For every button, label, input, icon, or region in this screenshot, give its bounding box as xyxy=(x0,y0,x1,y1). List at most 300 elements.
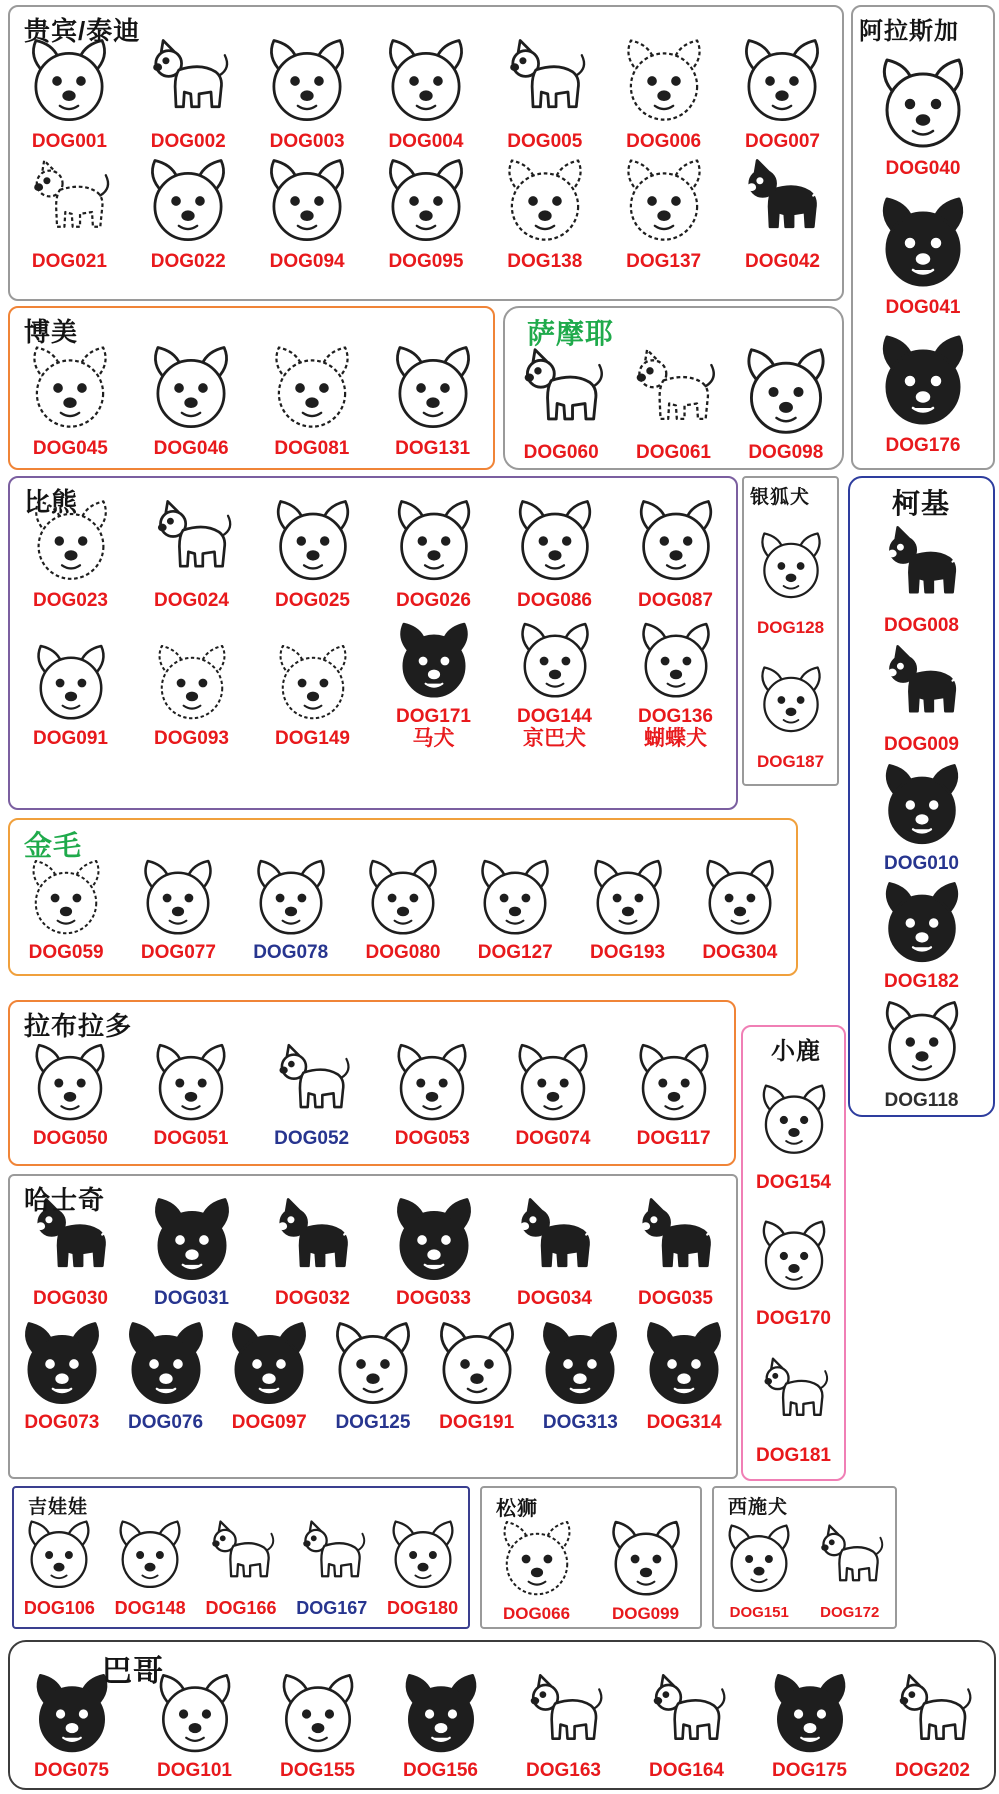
section-title: 萨摩耶 xyxy=(527,318,615,349)
dog-id-label: DOG304 xyxy=(702,942,778,963)
dog-id-label: DOG035 xyxy=(638,1288,713,1309)
dog-id-label: DOG074 xyxy=(515,1128,591,1149)
dog-illustration-icon xyxy=(471,856,559,940)
dog-id-label: DOG004 xyxy=(388,131,464,152)
section-chow-chow xyxy=(480,1486,702,1629)
dog-id-label: DOG175 xyxy=(772,1760,847,1781)
dog-entry xyxy=(268,494,358,612)
dog-entry xyxy=(510,494,600,612)
dog-illustration-icon xyxy=(23,153,115,249)
dog-entry xyxy=(267,1194,359,1310)
dog-illustration-icon xyxy=(513,344,609,440)
dog-id-label: DOG086 xyxy=(517,590,592,611)
section-title: 博美 xyxy=(24,317,79,347)
section-pug xyxy=(8,1640,996,1790)
dog-illustration-icon xyxy=(877,640,967,732)
dog-entry xyxy=(25,1040,115,1150)
dog-id-label: DOG182 xyxy=(884,971,959,993)
dog-entry xyxy=(22,856,110,964)
dog-entry xyxy=(23,153,115,273)
dog-illustration-icon xyxy=(877,521,967,613)
dog-entry xyxy=(261,33,353,153)
dog-id-label: DOG078 xyxy=(253,942,329,963)
dog-id-label: DOG008 xyxy=(884,614,959,636)
dog-entry xyxy=(630,1194,722,1310)
dog-entry xyxy=(387,340,479,460)
section-shih-tzu xyxy=(712,1486,897,1629)
dog-illustration-icon xyxy=(380,153,472,249)
dog-entry xyxy=(380,33,472,153)
dog-id-label: DOG118 xyxy=(884,1090,959,1112)
section-title: 阿拉斯加 xyxy=(859,18,959,45)
dog-entry xyxy=(755,1343,833,1467)
dog-id-label: DOG009 xyxy=(884,733,959,755)
dog-row xyxy=(10,153,842,273)
dog-id-label: DOG154 xyxy=(756,1171,831,1193)
dog-entry xyxy=(112,1514,188,1619)
dog-illustration-icon xyxy=(873,191,973,295)
dog-entry xyxy=(223,1318,315,1434)
dog-entry xyxy=(629,1040,719,1150)
dog-id-label: DOG180 xyxy=(387,1598,459,1618)
dog-id-label: DOG125 xyxy=(335,1411,411,1433)
dog-entry xyxy=(736,33,828,153)
dog-entry xyxy=(267,1040,357,1150)
dog-id-label: DOG127 xyxy=(477,942,553,963)
dog-id-label: DOG164 xyxy=(649,1760,724,1781)
dog-entry xyxy=(388,1194,480,1310)
dog-id-label: DOG010 xyxy=(884,852,959,874)
dog-illustration-icon xyxy=(765,1670,855,1758)
dog-illustration-icon xyxy=(267,1040,357,1126)
dog-illustration-icon xyxy=(618,153,710,249)
dog-breed-sublabel: 马犬 xyxy=(412,726,455,750)
dog-entry xyxy=(873,329,973,457)
dog-entry xyxy=(327,1318,419,1434)
dog-id-label: DOG171 xyxy=(396,705,471,727)
dog-id-label: DOG148 xyxy=(114,1598,186,1618)
dog-entry xyxy=(266,340,358,460)
dog-id-label: DOG176 xyxy=(885,435,961,457)
dog-id-label: DOG137 xyxy=(626,250,702,272)
dog-id-label: DOG193 xyxy=(590,942,666,963)
dog-illustration-icon xyxy=(247,856,335,940)
dog-illustration-icon xyxy=(510,494,600,588)
dog-entry xyxy=(873,191,973,319)
dog-id-label: DOG022 xyxy=(150,250,226,272)
dog-id-label: DOG003 xyxy=(269,131,345,152)
dog-illustration-icon xyxy=(273,1670,363,1758)
dog-id-label: DOG151 xyxy=(729,1604,789,1621)
dog-illustration-icon xyxy=(812,1516,888,1602)
dog-id-label: DOG314 xyxy=(646,1411,722,1433)
dog-entry xyxy=(387,1040,477,1150)
dog-id-label: DOG001 xyxy=(31,131,107,152)
dog-entry xyxy=(631,494,721,612)
dog-entry xyxy=(431,1318,523,1434)
dog-id-label: DOG166 xyxy=(205,1598,277,1618)
dog-entry xyxy=(396,1670,486,1782)
dog-row xyxy=(10,856,796,964)
dog-illustration-icon xyxy=(584,856,672,940)
section-title: 比熊 xyxy=(24,487,79,517)
dog-illustration-icon xyxy=(873,329,973,433)
dog-entry xyxy=(888,1670,978,1782)
dog-entry xyxy=(471,856,559,964)
section-title: 拉布拉多 xyxy=(24,1011,133,1041)
dog-row xyxy=(10,494,736,612)
dog-entry xyxy=(754,516,828,638)
dog-illustration-icon xyxy=(873,52,973,156)
dog-entry xyxy=(625,344,721,464)
dog-illustration-icon xyxy=(604,1516,688,1602)
dog-entry xyxy=(812,1516,888,1621)
dog-id-label: DOG163 xyxy=(526,1760,601,1781)
dog-illustration-icon xyxy=(16,1318,108,1410)
dog-illustration-icon xyxy=(142,33,234,129)
dog-illustration-icon xyxy=(380,33,472,129)
dog-id-label: DOG080 xyxy=(365,942,441,963)
dog-entry xyxy=(877,759,967,875)
dog-illustration-icon xyxy=(389,494,479,588)
dog-id-label: DOG046 xyxy=(153,438,229,459)
dog-illustration-icon xyxy=(755,1070,833,1170)
dog-illustration-icon xyxy=(509,1194,601,1286)
dog-row xyxy=(505,344,842,464)
dog-row xyxy=(10,1040,734,1150)
section-bichon xyxy=(8,476,738,810)
dog-illustration-icon xyxy=(261,33,353,129)
dog-id-label: DOG136 xyxy=(638,705,713,727)
dog-illustration-icon xyxy=(24,340,116,436)
dog-entry xyxy=(150,640,234,750)
dog-entry xyxy=(499,153,591,273)
dog-entry xyxy=(738,344,834,464)
dog-entry xyxy=(877,996,967,1112)
dog-illustration-icon xyxy=(387,1040,477,1126)
dog-entry xyxy=(273,1670,363,1782)
section-title: 哈士奇 xyxy=(24,1185,106,1215)
dog-entry xyxy=(642,1670,732,1782)
dog-illustration-icon xyxy=(519,1670,609,1758)
dog-entry xyxy=(380,153,472,273)
dog-illustration-icon xyxy=(736,33,828,129)
dog-illustration-icon xyxy=(146,1040,236,1126)
dog-entry xyxy=(499,33,591,153)
dog-entry xyxy=(755,1070,833,1194)
dog-illustration-icon xyxy=(25,1040,115,1126)
dog-entry xyxy=(392,618,476,750)
dog-row xyxy=(10,33,842,153)
dog-entry xyxy=(23,33,115,153)
dog-illustration-icon xyxy=(738,344,834,440)
dog-breed-sublabel: 京巴犬 xyxy=(523,726,586,750)
dog-id-label: DOG087 xyxy=(638,590,713,611)
section-silver-fox-dog xyxy=(742,476,839,786)
dog-entry xyxy=(519,1670,609,1782)
dog-entry xyxy=(24,340,116,460)
dog-illustration-icon xyxy=(755,1343,833,1443)
dog-id-label: DOG007 xyxy=(744,131,820,152)
dog-id-label: DOG032 xyxy=(275,1288,350,1309)
dog-entry xyxy=(29,640,113,750)
dog-illustration-icon xyxy=(396,1670,486,1758)
dog-illustration-icon xyxy=(754,516,828,616)
dog-id-label: DOG031 xyxy=(154,1288,229,1309)
dog-id-label: DOG081 xyxy=(274,438,350,459)
dog-entry xyxy=(21,1514,97,1619)
dog-illustration-icon xyxy=(495,1516,579,1602)
dog-id-label: DOG024 xyxy=(154,590,229,611)
dog-entry xyxy=(584,856,672,964)
dog-illustration-icon xyxy=(625,344,721,440)
dog-entry xyxy=(203,1514,279,1619)
dog-id-label: DOG006 xyxy=(626,131,702,152)
dog-id-label: DOG106 xyxy=(23,1598,95,1618)
dog-id-label: DOG073 xyxy=(24,1411,100,1433)
section-title: 吉娃娃 xyxy=(28,1497,89,1518)
dog-id-label: DOG117 xyxy=(636,1128,711,1149)
dog-entry xyxy=(754,650,828,772)
dog-entry xyxy=(509,1194,601,1310)
dog-id-label: DOG094 xyxy=(269,250,345,272)
section-title: 巴哥 xyxy=(102,1655,164,1688)
dog-entry xyxy=(134,856,222,964)
dog-entry xyxy=(145,340,237,460)
section-title: 小鹿 xyxy=(771,1038,821,1065)
section-title: 西施犬 xyxy=(728,1497,789,1518)
dog-illustration-icon xyxy=(877,996,967,1088)
dog-id-label: DOG034 xyxy=(517,1288,592,1309)
dog-row xyxy=(10,1318,736,1434)
dog-entry xyxy=(16,1318,108,1434)
dog-id-label: DOG033 xyxy=(396,1288,471,1309)
dog-illustration-icon xyxy=(142,153,234,249)
dog-id-label: DOG026 xyxy=(396,590,471,611)
dog-illustration-icon xyxy=(721,1516,797,1602)
dog-id-label: DOG172 xyxy=(820,1604,880,1621)
dog-id-label: DOG030 xyxy=(33,1288,108,1309)
dog-id-label: DOG045 xyxy=(32,438,108,459)
dog-row xyxy=(10,1194,736,1310)
dog-id-label: DOG091 xyxy=(33,727,108,749)
dog-breed-sublabel: 蝴蝶犬 xyxy=(644,726,707,750)
dog-illustration-icon xyxy=(388,1194,480,1286)
dog-entry xyxy=(634,618,718,750)
dog-illustration-icon xyxy=(147,494,237,588)
dog-illustration-icon xyxy=(271,640,355,726)
dog-id-label: DOG023 xyxy=(33,590,108,611)
dog-entry xyxy=(736,153,828,273)
dog-illustration-icon xyxy=(359,856,447,940)
dog-illustration-icon xyxy=(29,640,113,726)
dog-id-label: DOG060 xyxy=(523,442,599,463)
dog-illustration-icon xyxy=(877,759,967,851)
section-corgi xyxy=(848,476,995,1117)
dog-illustration-icon xyxy=(22,856,110,940)
dog-column xyxy=(744,478,837,784)
dog-illustration-icon xyxy=(642,1670,732,1758)
dog-illustration-icon xyxy=(631,494,721,588)
dog-illustration-icon xyxy=(266,340,358,436)
dog-column xyxy=(743,1027,844,1479)
dog-id-label: DOG167 xyxy=(296,1598,368,1618)
dog-id-label: DOG076 xyxy=(128,1411,204,1433)
dog-illustration-icon xyxy=(431,1318,523,1410)
dog-entry xyxy=(877,640,967,756)
dog-illustration-icon xyxy=(499,33,591,129)
dog-illustration-icon xyxy=(387,340,479,436)
dog-entry xyxy=(508,1040,598,1150)
dog-entry xyxy=(513,618,597,750)
dog-column xyxy=(853,7,993,468)
dog-illustration-icon xyxy=(696,856,784,940)
dog-id-label: DOG050 xyxy=(32,1128,108,1149)
dog-id-label: DOG005 xyxy=(507,131,583,152)
dog-id-label: DOG131 xyxy=(395,438,471,459)
dog-illustration-icon xyxy=(145,340,237,436)
dog-entry xyxy=(604,1516,688,1624)
dog-illustration-icon xyxy=(150,640,234,726)
dog-id-label: DOG098 xyxy=(748,442,824,463)
dog-entry xyxy=(120,1318,212,1434)
dog-illustration-icon xyxy=(134,856,222,940)
dog-row xyxy=(10,618,736,750)
dog-entry xyxy=(873,52,973,180)
section-alaskan-malamute xyxy=(851,5,995,470)
dog-entry xyxy=(359,856,447,964)
section-samoyed xyxy=(503,306,844,470)
dog-id-label: DOG041 xyxy=(885,296,961,318)
dog-entry xyxy=(495,1516,579,1624)
dog-id-label: DOG059 xyxy=(28,942,104,963)
dog-illustration-icon xyxy=(630,1194,722,1286)
dog-illustration-icon xyxy=(268,494,358,588)
dog-id-label: DOG025 xyxy=(275,590,350,611)
section-chihuahua xyxy=(12,1486,470,1629)
dog-illustration-icon xyxy=(203,1514,279,1596)
dog-illustration-icon xyxy=(638,1318,730,1410)
dog-id-label: DOG097 xyxy=(231,1411,307,1433)
section-pomeranian xyxy=(8,306,495,470)
dog-id-label: DOG181 xyxy=(756,1444,831,1466)
dog-illustration-icon xyxy=(120,1318,212,1410)
dog-entry xyxy=(877,521,967,637)
dog-illustration-icon xyxy=(146,1194,238,1286)
dog-id-label: DOG099 xyxy=(611,1604,680,1623)
dog-row xyxy=(10,340,493,460)
section-husky xyxy=(8,1174,738,1479)
dog-row xyxy=(714,1516,895,1621)
dog-id-label: DOG187 xyxy=(756,752,825,772)
dog-illustration-icon xyxy=(385,1514,461,1596)
dog-id-label: DOG002 xyxy=(150,131,226,152)
dog-id-label: DOG077 xyxy=(140,942,216,963)
dog-entry xyxy=(294,1514,370,1619)
dog-entry xyxy=(534,1318,626,1434)
dog-id-label: DOG040 xyxy=(885,157,961,179)
dog-entry xyxy=(638,1318,730,1434)
dog-id-label: DOG021 xyxy=(31,250,107,272)
dog-row xyxy=(482,1516,700,1624)
dog-entry xyxy=(385,1514,461,1619)
dog-entry xyxy=(765,1670,855,1782)
dog-id-label: DOG061 xyxy=(635,442,711,463)
dog-entry xyxy=(755,1206,833,1330)
dog-entry xyxy=(696,856,784,964)
dog-illustration-icon xyxy=(534,1318,626,1410)
dog-illustration-icon xyxy=(21,1514,97,1596)
section-golden-retriever xyxy=(8,818,798,976)
dog-id-label: DOG093 xyxy=(154,727,229,749)
dog-illustration-icon xyxy=(513,618,597,704)
dog-id-label: DOG170 xyxy=(756,1308,831,1330)
section-title: 银狐犬 xyxy=(750,487,811,508)
dog-entry xyxy=(142,33,234,153)
dog-illustration-icon xyxy=(736,153,828,249)
dog-id-label: DOG066 xyxy=(502,1604,571,1623)
dog-id-label: DOG053 xyxy=(394,1128,470,1149)
dog-entry xyxy=(618,33,710,153)
dog-id-label: DOG075 xyxy=(34,1760,109,1781)
dog-illustration-icon xyxy=(261,153,353,249)
dog-row xyxy=(14,1514,468,1619)
section-labrador xyxy=(8,1000,736,1166)
dog-entry xyxy=(618,153,710,273)
dog-illustration-icon xyxy=(629,1040,719,1126)
dog-id-label: DOG052 xyxy=(274,1128,350,1149)
dog-illustration-icon xyxy=(508,1040,598,1126)
dog-illustration-icon xyxy=(754,650,828,750)
dog-entry xyxy=(146,1194,238,1310)
dog-id-label: DOG191 xyxy=(439,1411,515,1433)
dog-id-label: DOG144 xyxy=(517,705,592,727)
dog-entry xyxy=(877,877,967,993)
dog-id-label: DOG051 xyxy=(153,1128,229,1149)
dog-column xyxy=(850,478,993,1115)
dog-illustration-icon xyxy=(223,1318,315,1410)
section-title: 金毛 xyxy=(24,830,83,861)
dog-illustration-icon xyxy=(618,33,710,129)
dog-entry xyxy=(721,1516,797,1621)
dog-entry xyxy=(271,640,355,750)
dog-illustration-icon xyxy=(392,618,476,704)
dog-id-label: DOG313 xyxy=(542,1411,618,1433)
dog-illustration-icon xyxy=(877,877,967,969)
dog-id-label: DOG202 xyxy=(895,1760,970,1781)
section-miniature-pinscher xyxy=(741,1025,846,1481)
dog-illustration-icon xyxy=(888,1670,978,1758)
dog-id-label: DOG095 xyxy=(388,250,464,272)
dog-id-label: DOG155 xyxy=(280,1760,355,1781)
dog-id-label: DOG156 xyxy=(403,1760,478,1781)
dog-entry xyxy=(261,153,353,273)
section-title: 贵宾/泰迪 xyxy=(24,16,141,46)
dog-id-label: DOG101 xyxy=(157,1760,232,1781)
dog-illustration-icon xyxy=(267,1194,359,1286)
dog-id-label: DOG128 xyxy=(756,618,825,638)
dog-entry xyxy=(247,856,335,964)
dog-entry xyxy=(513,344,609,464)
dog-entry xyxy=(142,153,234,273)
dog-illustration-icon xyxy=(327,1318,419,1410)
dog-id-label: DOG149 xyxy=(275,727,350,749)
dog-illustration-icon xyxy=(112,1514,188,1596)
section-title: 松狮 xyxy=(496,1498,538,1520)
dog-entry xyxy=(389,494,479,612)
dog-illustration-icon xyxy=(294,1514,370,1596)
section-poodle-teddy xyxy=(8,5,844,301)
